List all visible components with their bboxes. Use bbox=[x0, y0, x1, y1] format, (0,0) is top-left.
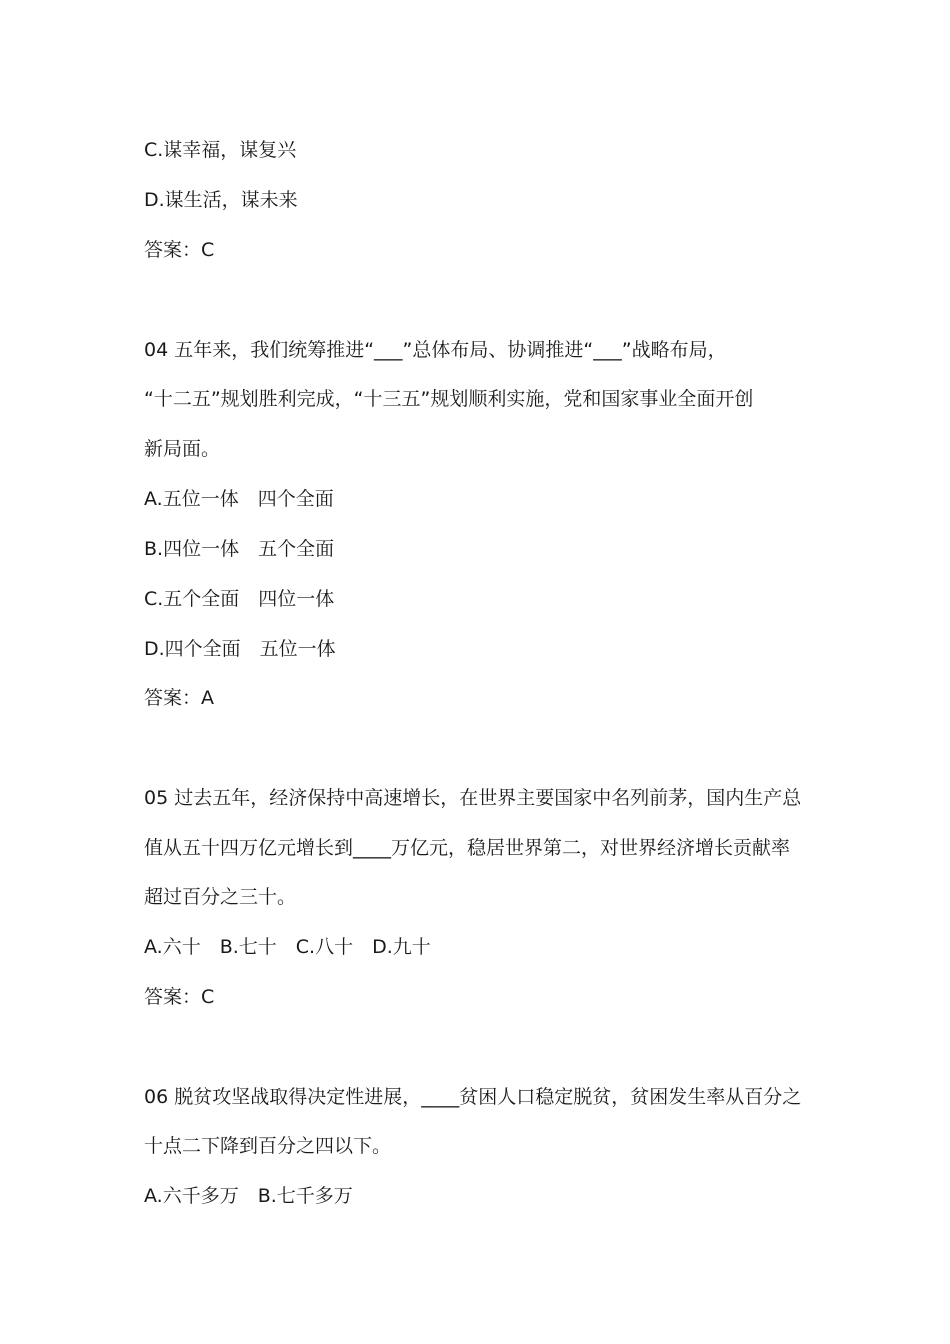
q4-stem-line3: 新局面。 bbox=[144, 438, 221, 460]
q5-stem-line1: 05 过去五年，经济保持中高速增长，在世界主要国家中名列前茅，国内生产总 bbox=[144, 787, 802, 809]
q6-stem-line2: 十点二下降到百分之四以下。 bbox=[144, 1135, 392, 1157]
q5-stem-line3: 超过百分之三十。 bbox=[144, 886, 297, 908]
q6-options: A.六千多万 B.七千多万 bbox=[144, 1185, 353, 1207]
q4-answer: 答案：A bbox=[144, 687, 214, 709]
q4-option-c: C.五个全面 四位一体 bbox=[144, 588, 335, 610]
q6-stem-line1: 06 脱贫攻坚战取得决定性进展，____贫困人口稳定脱贫，贫困发生率从百分之 bbox=[144, 1086, 802, 1108]
q5-answer: 答案：C bbox=[144, 986, 215, 1008]
q4-option-a: A.五位一体 四个全面 bbox=[144, 488, 334, 510]
q4-stem-line2: “十二五”规划胜利完成，“十三五”规划顺利实施，党和国家事业全面开创 bbox=[144, 388, 754, 410]
q5-stem-line2: 值从五十四万亿元增长到____万亿元，稳居世界第二，对世界经济增长贡献率 bbox=[144, 837, 791, 859]
q4-option-b: B.四位一体 五个全面 bbox=[144, 538, 335, 560]
q5-options: A.六十 B.七十 C.八十 D.九十 bbox=[144, 936, 431, 958]
q3-option-c: C.谋幸福，谋复兴 bbox=[144, 139, 297, 161]
q4-stem-line1: 04 五年来，我们统筹推进“___”总体布局、协调推进“___”战略布局， bbox=[144, 339, 727, 361]
q4-option-d: D.四个全面 五位一体 bbox=[144, 638, 336, 660]
q3-answer: 答案：C bbox=[144, 239, 215, 261]
q3-option-d: D.谋生活，谋未来 bbox=[144, 189, 298, 211]
